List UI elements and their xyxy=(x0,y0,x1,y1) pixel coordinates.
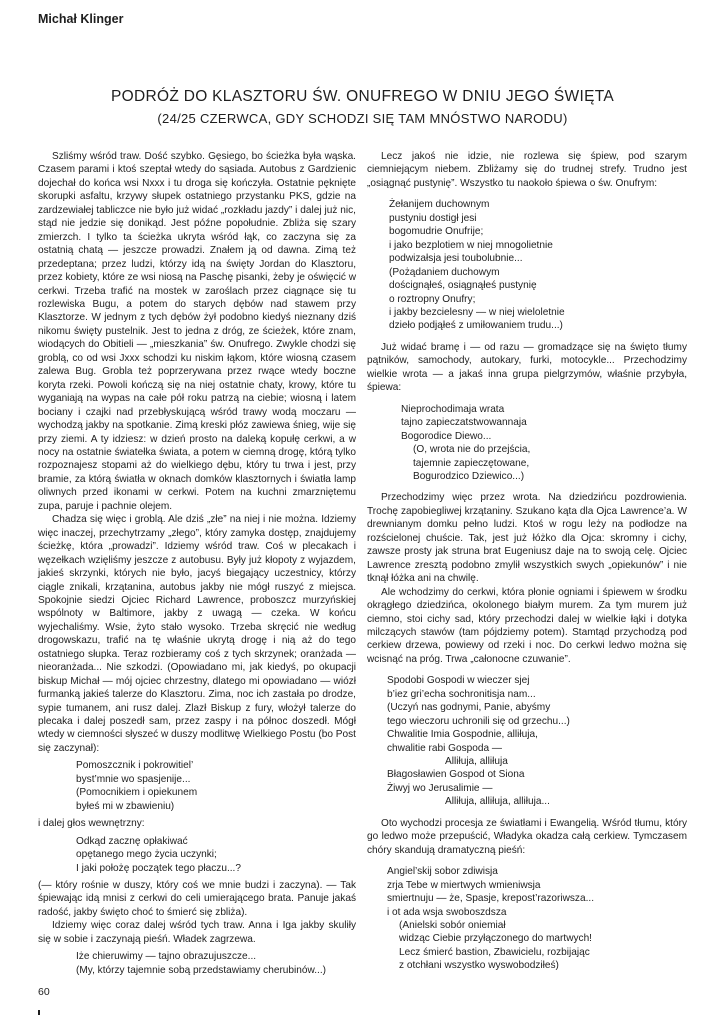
verse-line: byst’mnie wo spasjenije... xyxy=(76,773,191,785)
paragraph: i dalej głos wewnętrzny: xyxy=(38,818,145,830)
verse-line: podwizałsja jesi toubolubnie... xyxy=(389,253,523,265)
verse-line: Alliłuja, alliłuja xyxy=(445,756,508,768)
verse-line: widząc Ciebie przyłączonego do martwych! xyxy=(399,933,592,945)
verse-line: Żełanijem duchownym xyxy=(389,199,490,211)
paragraph: Lecz jakoś nie idzie, nie rozlewa się śpiew, pod szarym ciemniejącym niebem. Zbliżamy się do trudnej strefy. Trudno jest „osiągnąć pustynię”. Wszystko tu naokoło śpiewa o św. Onufrym: xyxy=(367,151,687,189)
verse-line: i ot ada wsja swoboszdsza xyxy=(387,906,507,918)
verse-line: tajemnie zapieczętowane, xyxy=(413,457,530,469)
verse-line: byłeś mi w zbawieniu) xyxy=(76,800,175,812)
paragraph: Już widać bramę i — od razu — gromadzące się na święto tłumy pątników, samochody, autokary, furki, motocykle... Przechodzimy wielkie wrota — a jakaś inna grupa pielgrzymów, właśnie przybyła, śpiewa: xyxy=(367,341,687,394)
verse-line: Iże chieruwimy — tajno obrazujuszcze... xyxy=(76,951,257,963)
left-column xyxy=(38,150,356,981)
verse-line: I jaki położę początek tego płaczu...? xyxy=(76,862,241,874)
verse-line: (Pomocnikiem i opiekunem xyxy=(76,787,198,799)
verse-line: zrja Tebe w miertwych wmieniwsja xyxy=(387,879,541,891)
verse-line: Odkąd zacznę opłakiwać xyxy=(76,835,188,847)
verse-line: bogomudrie Onufrije; xyxy=(389,226,484,238)
verse-line: pustyniu dostigł jesi xyxy=(389,212,477,224)
verse-line: (Pożądaniem duchowym xyxy=(389,266,500,278)
verse-line: Chwalitie Imia Gospodnie, alliłuja, xyxy=(387,729,538,741)
verse-line: Błagosławien Gospod ot Siona xyxy=(387,769,525,781)
verse-line: opętanego mego życia uczynki; xyxy=(76,849,217,861)
verse-line: i jakby bezcielesny — w niej wieloletnie xyxy=(389,306,565,318)
verse-line: Pomoszcznik i pokrowitiel’ xyxy=(76,760,194,772)
verse-line: Angiel’skij sobor zdiwisja xyxy=(387,866,498,878)
verse-block xyxy=(401,403,687,484)
verse-line: (Uczyń nas godnymi, Panie, abyśmy xyxy=(387,702,551,714)
page-number: 60 xyxy=(38,986,50,998)
paragraph: Oto wychodzi procesja ze światłami i Ewangelią. Wśród tłumu, który go ledwo może przepuścić, Władyka okadza całą cerkiew. Tymczasem chóry skandują dramatyczną pieśń: xyxy=(367,817,687,856)
verse-line: (O, wrota nie do przejścia, xyxy=(413,444,531,456)
verse-line: (Anielski sobór oniemiał xyxy=(399,920,506,932)
verse-line: dzieło podjąłeś z umiłowaniem trudu...) xyxy=(389,320,563,332)
verse-line: doścignąłeś, osiągnąłeś pustynię xyxy=(389,280,537,292)
verse-line: Bogurodzico Dziewico...) xyxy=(413,470,525,482)
margin-mark xyxy=(38,1010,40,1015)
article-subtitle: (24/25 CZERWCA, GDY SCHODZI SIĘ TAM MNÓSTWO NARODU) xyxy=(157,111,568,126)
verse-block xyxy=(76,950,356,977)
verse-line: Nieprochodimaja wrata xyxy=(401,403,505,415)
verse-line: Żiwyj wo Jerusalimie — xyxy=(387,782,493,794)
right-column xyxy=(367,150,687,977)
paragraph: Idziemy więc coraz dalej wśród tych traw. Anna i Iga jakby skuliły się w sobie i zaczynają pieśń. Władek zagrzewa. xyxy=(38,920,356,945)
verse-line: chwalitie rabi Gospoda — xyxy=(387,742,503,754)
paragraph: Przechodzimy więc przez wrota. Na dziedzińcu pozdrowienia. Trochę zapobiegliwej krzątaniny. Szukano kąta dla Ojca Lawrence’a. W drewnianym domku pełno ludzi. Ktoś w rogu leży na podłodze na rozścielonej chuście. Tak, jest już łóżko dla Ojca: skromny i cichy, zawsze prosty jak struna brat Eugeniusz daje na to swoją celę. Ojciec Lawrence zresztą podobno zmylił wszystkich swych „opiekunów” i nie tknął łóżka ani na chwilę. xyxy=(367,492,687,585)
paragraph: (— który rośnie w duszy, który coś we mnie budzi i zaczyna). — Tak śpiewając idą mnisi z cerkwi do celi umierającego brata. Panuje jakaś radość, jakby święto choć to śmierć się zbliża). xyxy=(38,880,356,918)
verse-line: Lecz śmierć bastion, Zbawicielu, rozbijając xyxy=(399,946,590,958)
verse-line: i jako bezplotiem w niej mnogolietnie xyxy=(389,239,553,251)
verse-line: smiertnuju — że, Spasje, krepost’razoriwsza... xyxy=(387,893,594,905)
verse-block xyxy=(387,865,687,973)
verse-line: Spodobi Gospodi w wieczer sjej xyxy=(387,675,530,687)
verse-line: o roztropny Onufry; xyxy=(389,293,476,305)
verse-block xyxy=(387,674,687,809)
paragraph: Ale wchodzimy do cerkwi, która płonie ogniami i śpiewem w środku okrągłego dziedzińca, okolonego białym murem. Za tym murem już ciemno, stoi cichy sad, który przechodzi dalej w wielkie łąki i dotyka milczących stawów (tam pójdziemy potem). Stamtąd przychodzą pod cerkiew drzewa, powiewy od rzeki i noc. Do cerkwi ledwo można się wcisnąć na próg. Trwa „całonocne czuwanie”. xyxy=(367,586,687,665)
verse-line: (My, którzy tajemnie sobą przedstawiamy cherubinów...) xyxy=(76,964,327,976)
verse-line: Alliłuja, alliłuja, alliłuja... xyxy=(445,796,550,808)
verse-line: z otchłani wszystko wyswobodziłeś) xyxy=(399,960,559,972)
paragraph: Szliśmy wśród traw. Dość szybko. Gęsiego, bo ścieżka była wąska. Czasem parami i ktoś szeptał wtedy do sąsiada. Autobus z Gardzienic dojechał do końca wsi Nxxx i tu droga się kończyła. Ostatnie pęknięte skorupki asfaltu, krzywy słupek ostatniego przystanku PKS, gdzie na zardzewiałej tabliczce nie było już widać „rozkładu jazdy” i dalej już nic, stąd nie jedzie się donikąd. Jest późne popołudnie. Zbliża się szary zmierzch. I tylko ta ścieżka ukryta wśród łąk, co zaczyna się za ostatnią chatą — jeszcze prowadzi. Znałem ją od dawna. Zimą też przedeptana; przez ludzi, którzy idą na święty Jordan do Klasztoru, przez kobiety, które ze wsi niosą na Paschę pisanki, żeby je oświęcić w cerkwi. Trzeba trafić na mostek w zaroślach przez ciągnące się tu rozlewiska Bugu, a potem do starych dębów nad stawem przy Klasztorze. W jednym z tych dębów żył podobno kiedyś nieznany dziś nikomu święty pustelnik. Jest to jedna z dróg, ze ścieżek, które znam, wiodących do Obitieli — „mieszkania” św. Onufrego. Zwykle chodzi się groblą, co od wsi Jxxx schodzi ku niskim łąkom, które wiosną czasem zalewa Bug. Grobla też poprzerywana przez rwące wtedy boczne koryta rzeki. Powoli kończą się na niej ostatnie chaty, krowy, które tu wyganiają na wypas na całe pół roku patrzą na ciebie; wiosną i latem bociany i czajki nad przebłyskującą wśród trawy wodą moczaru — wychodzą jakby na spotkanie. Zimą kreski płóz zawiewa śnieg, wije się przy ziemi. A ty idziesz: w dzień prosto na daleką kopułę cerkwi, a w nocy na ostatnie światełka świata, a potem w ciemną drogę, którą tylko rozpoznajesz stopami aż do wielkiego dębu, który tu trwa i jest, przy bramie, za którą światła w oknach domków klasztornych i światła lamp oliwnych przed ikonami w cerkwi. Potem na kuchni zmarzniętemu zupa, paruje i pachnie olejem. xyxy=(38,151,356,512)
verse-line: b’iez gri’echa sochronitisja nam... xyxy=(387,688,536,700)
verse-line: Bogorodice Diewo... xyxy=(401,430,492,442)
verse-block xyxy=(76,835,356,875)
paragraph: Chadza się więc i groblą. Ale dziś „złe” na niej i nie można. Idziemy więc inaczej, przechytrzamy „złego”, który zamyka dostęp, znajdujemy ścieżkę, która „prowadzi”. Idziemy wśród traw. Coś w plecakach i węzełkach wzięliśmy jeszcze z autobusu. Były już kłopoty z wyjazdem, jakieś skrzynki, których nie było, jacyś biegający uczestnicy, którzy ciągle znikali, krzątanina, autobus jakby nie mógł ruszyć z miejsca. Spokojnie siedzi Ojciec Richard Lawrence, proboszcz murzyńskiej wspólnoty w Baltimore, jakby z uwagą — czeka. W końcu wyjechaliśmy. Wsie, żyto stało wysoko. Trzeba skręcić nie według drogowskazu, trafić na tę właśnie ukrytą drogę i nią aż do tego ostatniego słupka. Teraz rozbieramy coś z tych skrzynek; oranżada — nieoranżada... Nie szkodzi. (Opowiadano mi, jak kiedyś, po okupacji biskup Michał — mój ojciec chrzestny, dlatego mi opowiadano — wiózł furmanką jakieś talerze do Klasztoru. Zima, noc ich zastała po drodze, sypie tumanem, ani rusz dalej. Zlazł Biskup z fury, włożył talerze do plecaka i dalej poszedł sam, przez zaspy i na północ doszedł. Mógł wtedy w ciemności słyszeć w duszy modlitwę Wielkiego Postu (bo Post się zaczynał): xyxy=(38,514,356,754)
verse-line: tego wieczoru uchronili się od grzechu...) xyxy=(387,715,570,727)
article-title: PODRÓŻ DO KLASZTORU ŚW. ONUFREGO W DNIU JEGO ŚWIĘTA xyxy=(110,88,614,105)
verse-block xyxy=(389,198,687,333)
verse-line: tajno zapieczatstwowannaja xyxy=(401,417,527,429)
author-name: Michał Klinger xyxy=(38,12,124,26)
verse-block xyxy=(76,759,356,813)
